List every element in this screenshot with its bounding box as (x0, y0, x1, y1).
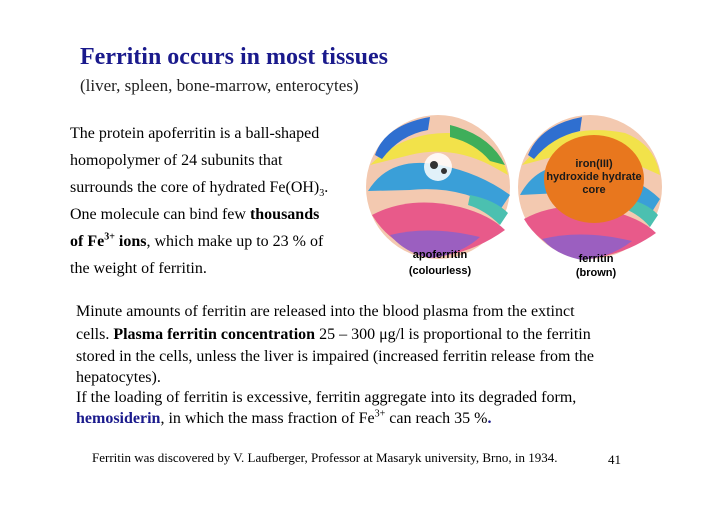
ferritin-sublabel: (brown) (575, 267, 617, 279)
apoferritin-sublabel: (colourless) (408, 265, 472, 277)
body-line-1: Minute amounts of ferritin are released into the blood plasma from the extinct (76, 303, 575, 320)
footer-note: Ferritin was discovered by V. Laufberger, Professor at Masaryk university, Brno, in 1934. (92, 450, 558, 465)
core-label-line-3: core (582, 184, 606, 196)
para-line-4: One molecule can bind few thousands (70, 206, 320, 223)
core-label-line-1: iron(III) (575, 158, 613, 170)
ferritin-structure-figure (350, 95, 662, 285)
body-line-5: If the loading of ferritin is excessive, ferritin aggregate into its degraded form, (76, 389, 577, 406)
slide-title: Ferritin occurs in most tissues (80, 44, 388, 70)
para-line-3: surrounds the core of hydrated $Fe(OH)_3$. (70, 179, 329, 200)
ferritin-label: ferritin (578, 253, 614, 265)
para-line-6: the weight of ferritin. (70, 260, 207, 277)
core-label-line-2: hydroxide hydrate (546, 171, 642, 183)
body-line-2: cells. Plasma ferritin concentration 25 – 300 μg/l is proportional to the ferritin (76, 326, 591, 343)
body-line-4: hepatocytes). (76, 369, 161, 386)
page-number: 41 (608, 452, 621, 467)
apoferritin-molecule (366, 115, 510, 259)
para-line-2: homopolymer of 24 subunits that (70, 152, 283, 169)
para-line-1: The protein apoferritin is a ball-shaped (70, 125, 320, 142)
para-line-5: of $Fe^{3+}$ ions, which make up to 23 % of (70, 231, 324, 250)
body-line-3: stored in the cells, unless the liver is impaired (increased ferritin release from the (76, 348, 595, 365)
body-line-6: hemosiderin, in which the mass fraction of $Fe^{3+}$ can reach 35 %. (76, 408, 492, 427)
slide-subtitle: (liver, spleen, bone-marrow, enterocytes) (80, 76, 359, 95)
apoferritin-label: apoferritin (412, 249, 468, 261)
